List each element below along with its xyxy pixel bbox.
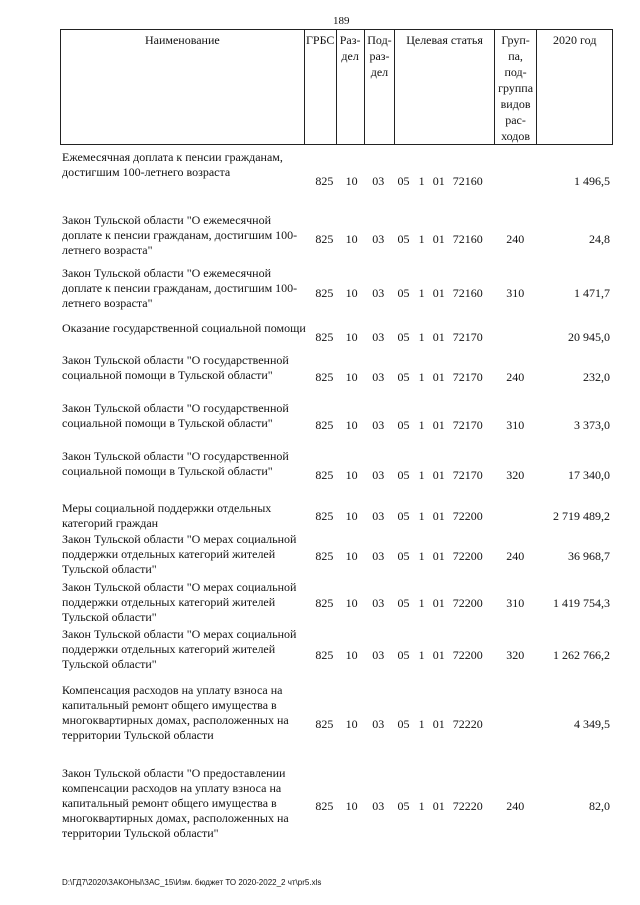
cell-podrazdel: 03 — [372, 596, 385, 610]
cell-grbs: 825 — [315, 596, 334, 610]
cell-t4: 72170 — [452, 369, 483, 384]
file-path-footer: D:\ГД7\2020\ЗАКОНЫ\ЗАС_15\Изм. бюджет ТО 2020-2022_2 чт\pr5.xls — [62, 878, 322, 887]
cell-vr: 240 — [506, 369, 525, 384]
cell-grbs: 825 — [315, 647, 334, 662]
cell-razdel: 10 — [345, 717, 358, 731]
header-razdel: Раз- дел — [336, 30, 364, 145]
cell-t1: 05 — [397, 467, 410, 482]
cell-razdel: 10 — [345, 174, 358, 188]
table-row — [60, 150, 613, 213]
cell-name: Закон Тульской области "О государственной социальной помощи в Тульской области" — [62, 401, 289, 430]
cell-podrazdel: 03 — [372, 717, 385, 731]
cell-podrazdel: 03 — [372, 174, 385, 188]
cell-sum: 20 945,0 — [568, 329, 610, 344]
cell-t4: 72200 — [452, 548, 483, 563]
table-row — [60, 683, 613, 766]
cell-vr — [495, 321, 535, 353]
table-row — [60, 266, 613, 321]
cell-name: Меры социальной поддержки отдельных категорий граждан — [62, 501, 272, 530]
table-row — [60, 353, 613, 401]
cell-grbs: 825 — [315, 509, 334, 523]
cell-t1: 05 — [397, 232, 410, 246]
cell-vr: 310 — [506, 596, 525, 610]
cell-t4: 72220 — [452, 717, 483, 731]
cell-podrazdel: 03 — [372, 417, 385, 432]
cell-t1: 05 — [397, 509, 410, 523]
cell-vr — [495, 683, 535, 766]
page-number: 189 — [333, 15, 350, 27]
cell-sum: 1 496,5 — [574, 174, 610, 188]
cell-t1: 05 — [397, 369, 410, 384]
cell-sum: 3 373,0 — [574, 417, 610, 432]
cell-t2: 1 — [418, 509, 425, 523]
cell-sum: 1 262 766,2 — [553, 647, 610, 662]
cell-grbs: 825 — [315, 467, 334, 482]
cell-podrazdel: 03 — [372, 232, 385, 246]
cell-name: Закон Тульской области "О предоставлении компенсации расходов на уплату взноса на капитальный ремонт общего имущества в многоквартирных домах, расположенных на территории Тульской области" — [62, 766, 289, 840]
cell-name: Компенсация расходов на уплату взноса на капитальный ремонт общего имущества в многоквартирных домах, расположенных на территории Тульской области — [62, 683, 289, 742]
table-row — [60, 580, 613, 627]
cell-t2: 1 — [418, 647, 425, 662]
cell-sum: 36 968,7 — [568, 548, 610, 563]
cell-sum: 82,0 — [589, 798, 610, 813]
cell-t4: 72170 — [452, 467, 483, 482]
cell-t1: 05 — [397, 286, 410, 300]
header-target: Целевая статья — [395, 30, 494, 145]
header-year: 2020 год — [537, 30, 613, 145]
cell-t2: 1 — [418, 369, 425, 384]
cell-podrazdel: 03 — [372, 509, 385, 523]
cell-t4: 72170 — [452, 417, 483, 432]
cell-name: Закон Тульской области "О государственной социальной помощи в Тульской области" — [62, 449, 289, 478]
cell-podrazdel: 03 — [372, 329, 385, 344]
cell-t4: 72160 — [452, 174, 483, 188]
cell-razdel: 10 — [345, 647, 358, 662]
cell-t4: 72200 — [452, 596, 483, 610]
cell-t3: 01 — [432, 548, 445, 563]
cell-razdel: 10 — [345, 286, 358, 300]
cell-sum: 2 719 489,2 — [553, 509, 610, 523]
cell-t4: 72220 — [452, 798, 483, 813]
cell-t4: 72160 — [452, 286, 483, 300]
cell-t3: 01 — [432, 717, 445, 731]
cell-grbs: 825 — [315, 717, 334, 731]
header-group: Груп- па, под- группа видов рас- ходов — [494, 30, 537, 145]
table-row — [60, 501, 613, 532]
cell-vr: 310 — [506, 286, 525, 300]
cell-name: Закон Тульской области "О мерах социальной поддержки отдельных категорий жителей Тульской области" — [62, 580, 297, 624]
cell-t1: 05 — [397, 548, 410, 563]
cell-t3: 01 — [432, 467, 445, 482]
cell-t3: 01 — [432, 417, 445, 432]
cell-t1: 05 — [397, 798, 410, 813]
cell-name: Закон Тульской области "О мерах социальной поддержки отдельных категорий жителей Тульской области" — [62, 532, 297, 576]
cell-t2: 1 — [418, 286, 425, 300]
cell-t3: 01 — [432, 369, 445, 384]
cell-podrazdel: 03 — [372, 286, 385, 300]
cell-sum: 24,8 — [589, 232, 610, 246]
table-row — [60, 449, 613, 501]
cell-name: Ежемесячная доплата к пенсии гражданам, достигшим 100-летнего возраста — [62, 150, 283, 179]
cell-vr: 240 — [506, 548, 525, 563]
cell-grbs: 825 — [315, 232, 334, 246]
cell-vr — [495, 501, 535, 532]
cell-name: Закон Тульской области "О государственной социальной помощи в Тульской области" — [62, 353, 289, 382]
cell-t4: 72170 — [452, 329, 483, 344]
table-header — [60, 29, 613, 145]
cell-t2: 1 — [418, 417, 425, 432]
cell-grbs: 825 — [315, 548, 334, 563]
cell-t3: 01 — [432, 509, 445, 523]
cell-vr: 310 — [506, 417, 525, 432]
cell-razdel: 10 — [345, 369, 358, 384]
cell-t1: 05 — [397, 596, 410, 610]
cell-sum: 17 340,0 — [568, 467, 610, 482]
header-name: Наименование — [61, 30, 305, 145]
cell-t2: 1 — [418, 596, 425, 610]
cell-t2: 1 — [418, 717, 425, 731]
cell-vr — [495, 150, 535, 213]
cell-t1: 05 — [397, 717, 410, 731]
cell-t4: 72200 — [452, 647, 483, 662]
cell-t1: 05 — [397, 647, 410, 662]
cell-t4: 72200 — [452, 509, 483, 523]
cell-razdel: 10 — [345, 509, 358, 523]
cell-grbs: 825 — [315, 798, 334, 813]
cell-podrazdel: 03 — [372, 647, 385, 662]
cell-grbs: 825 — [315, 329, 334, 344]
cell-sum: 1 471,7 — [574, 286, 610, 300]
cell-vr: 320 — [506, 647, 525, 662]
cell-t1: 05 — [397, 174, 410, 188]
cell-razdel: 10 — [345, 417, 358, 432]
cell-t3: 01 — [432, 286, 445, 300]
cell-sum: 4 349,5 — [574, 717, 610, 731]
table-row — [60, 401, 613, 449]
table-row — [60, 213, 613, 266]
header-grbs: ГРБС — [304, 30, 336, 145]
cell-razdel: 10 — [345, 798, 358, 813]
cell-name: Закон Тульской области "О ежемесячной доплате к пенсии гражданам, достигшим 100-летнего возраста" — [62, 266, 298, 310]
cell-podrazdel: 03 — [372, 467, 385, 482]
cell-sum: 232,0 — [583, 369, 610, 384]
cell-razdel: 10 — [345, 548, 358, 563]
cell-t2: 1 — [418, 548, 425, 563]
cell-podrazdel: 03 — [372, 798, 385, 813]
cell-t3: 01 — [432, 647, 445, 662]
cell-name: Оказание государственной социальной помощи — [62, 321, 306, 335]
cell-razdel: 10 — [345, 232, 358, 246]
cell-t1: 05 — [397, 417, 410, 432]
cell-t2: 1 — [418, 174, 425, 188]
cell-name: Закон Тульской области "О ежемесячной доплате к пенсии гражданам, достигшим 100-летнего возраста" — [62, 213, 298, 257]
budget-table — [60, 150, 613, 846]
cell-grbs: 825 — [315, 369, 334, 384]
cell-sum: 1 419 754,3 — [553, 596, 610, 610]
cell-t1: 05 — [397, 329, 410, 344]
table-row — [60, 532, 613, 580]
cell-razdel: 10 — [345, 467, 358, 482]
cell-razdel: 10 — [345, 596, 358, 610]
cell-grbs: 825 — [315, 174, 334, 188]
cell-t3: 01 — [432, 174, 445, 188]
cell-razdel: 10 — [345, 329, 358, 344]
cell-name: Закон Тульской области "О мерах социальной поддержки отдельных категорий жителей Тульской области" — [62, 627, 297, 671]
cell-t2: 1 — [418, 467, 425, 482]
cell-t3: 01 — [432, 329, 445, 344]
cell-t4: 72160 — [452, 232, 483, 246]
cell-t3: 01 — [432, 232, 445, 246]
table-row — [60, 321, 613, 353]
table-row — [60, 766, 613, 846]
cell-vr: 320 — [506, 467, 525, 482]
cell-vr: 240 — [506, 798, 525, 813]
cell-vr: 240 — [506, 232, 525, 246]
cell-t2: 1 — [418, 329, 425, 344]
cell-grbs: 825 — [315, 417, 334, 432]
cell-t3: 01 — [432, 798, 445, 813]
cell-podrazdel: 03 — [372, 369, 385, 384]
table-row — [60, 627, 613, 683]
cell-t3: 01 — [432, 596, 445, 610]
cell-grbs: 825 — [315, 286, 334, 300]
cell-podrazdel: 03 — [372, 548, 385, 563]
cell-t2: 1 — [418, 232, 425, 246]
cell-t2: 1 — [418, 798, 425, 813]
header-podrazdel: Под- раз- дел — [364, 30, 395, 145]
